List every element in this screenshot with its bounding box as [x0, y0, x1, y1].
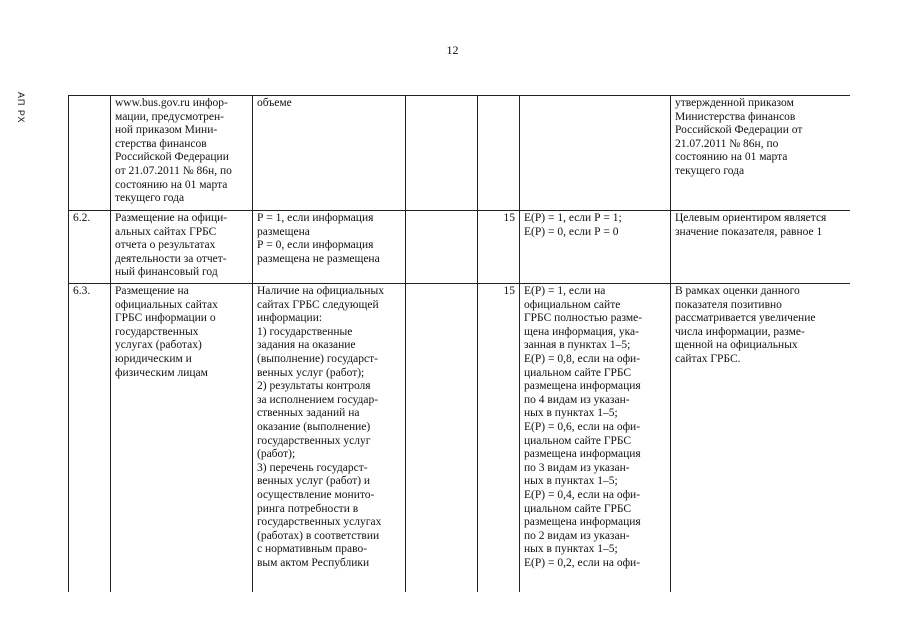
indicator-estimate: Е(Р) = 1, если Р = 1; Е(Р) = 0, если Р = 0 [520, 211, 671, 284]
row-number: 6.3. [69, 284, 111, 593]
indicator-formula: Р = 1, если информация размещена Р = 0, если информация размещена не размещена [253, 211, 406, 284]
row-number: 6.2. [69, 211, 111, 284]
indicator-note: В рамках оценки данного показателя позитивно рассматривается увеличение числа информации, разме- щенной на официальных сайтах ГРБС. [671, 284, 851, 593]
indicator-note: Целевым ориентиром является значение показателя, равное 1 [671, 211, 851, 284]
indicator-weight: 15 [478, 284, 520, 593]
indicator-weight [478, 96, 520, 211]
indicator-estimate [520, 96, 671, 211]
indicator-weight: 15 [478, 211, 520, 284]
empty-cell [406, 284, 478, 593]
document-table-area [68, 95, 850, 592]
empty-cell [406, 96, 478, 211]
table-row [69, 211, 851, 284]
table-row [69, 96, 851, 211]
indicator-name: Размещение на офици- альных сайтах ГРБС отчета о результатах деятельности за отчет- ный финансовый год [111, 211, 253, 284]
indicator-name: www.bus.gov.ru инфор- мации, предусмотрен- ной приказом Мини- стерства финансов Российской Федерации от 21.07.2011 № 86н, по состоянию на 01 марта текущего года [111, 96, 253, 211]
table-row [69, 284, 851, 593]
indicator-table [68, 95, 850, 592]
row-number [69, 96, 111, 211]
empty-cell [406, 211, 478, 284]
page-number: 12 [446, 43, 459, 57]
indicator-formula: Наличие на официальных сайтах ГРБС следующей информации: 1) государственные задания на оказание (выполнение) государст- венных услуг (работ); 2) результаты контроля за исполнением государ- ственных заданий на оказание (выполнение) государственных услуг (работ); 3) перечень государст- венных услуг (работ) и осуществление монито- ринга потребности в государственных услугах (работах) в соответствии с нормативным право- вым актом Республики [253, 284, 406, 593]
indicator-formula: объеме [253, 96, 406, 211]
indicator-estimate: Е(Р) = 1, если на официальном сайте ГРБС полностью разме- щена информация, ука- занная в пунктах 1–5; Е(Р) = 0,8, если на офи- циальном сайте ГРБС размещена информация по 4 видам из указан- ных в пунктах 1–5; Е(Р) = 0,6, если на офи- циальном сайте ГРБС размещена информация по 3 видам из указан- ных в пунктах 1–5; Е(Р) = 0,4, если на офи- циальном сайте ГРБС размещена информация по 2 видам из указан- ных в пунктах 1–5; Е(Р) = 0,2, если на офи- [520, 284, 671, 593]
indicator-name: Размещение на официальных сайтах ГРБС информации о государственных услугах (работах) юридическим и физическим лицам [111, 284, 253, 593]
side-margin-mark: АП РХ [16, 92, 26, 124]
indicator-note: утвержденной приказом Министерства финансов Российской Федерации от 21.07.2011 № 86н, по состоянию на 01 марта текущего года [671, 96, 851, 211]
